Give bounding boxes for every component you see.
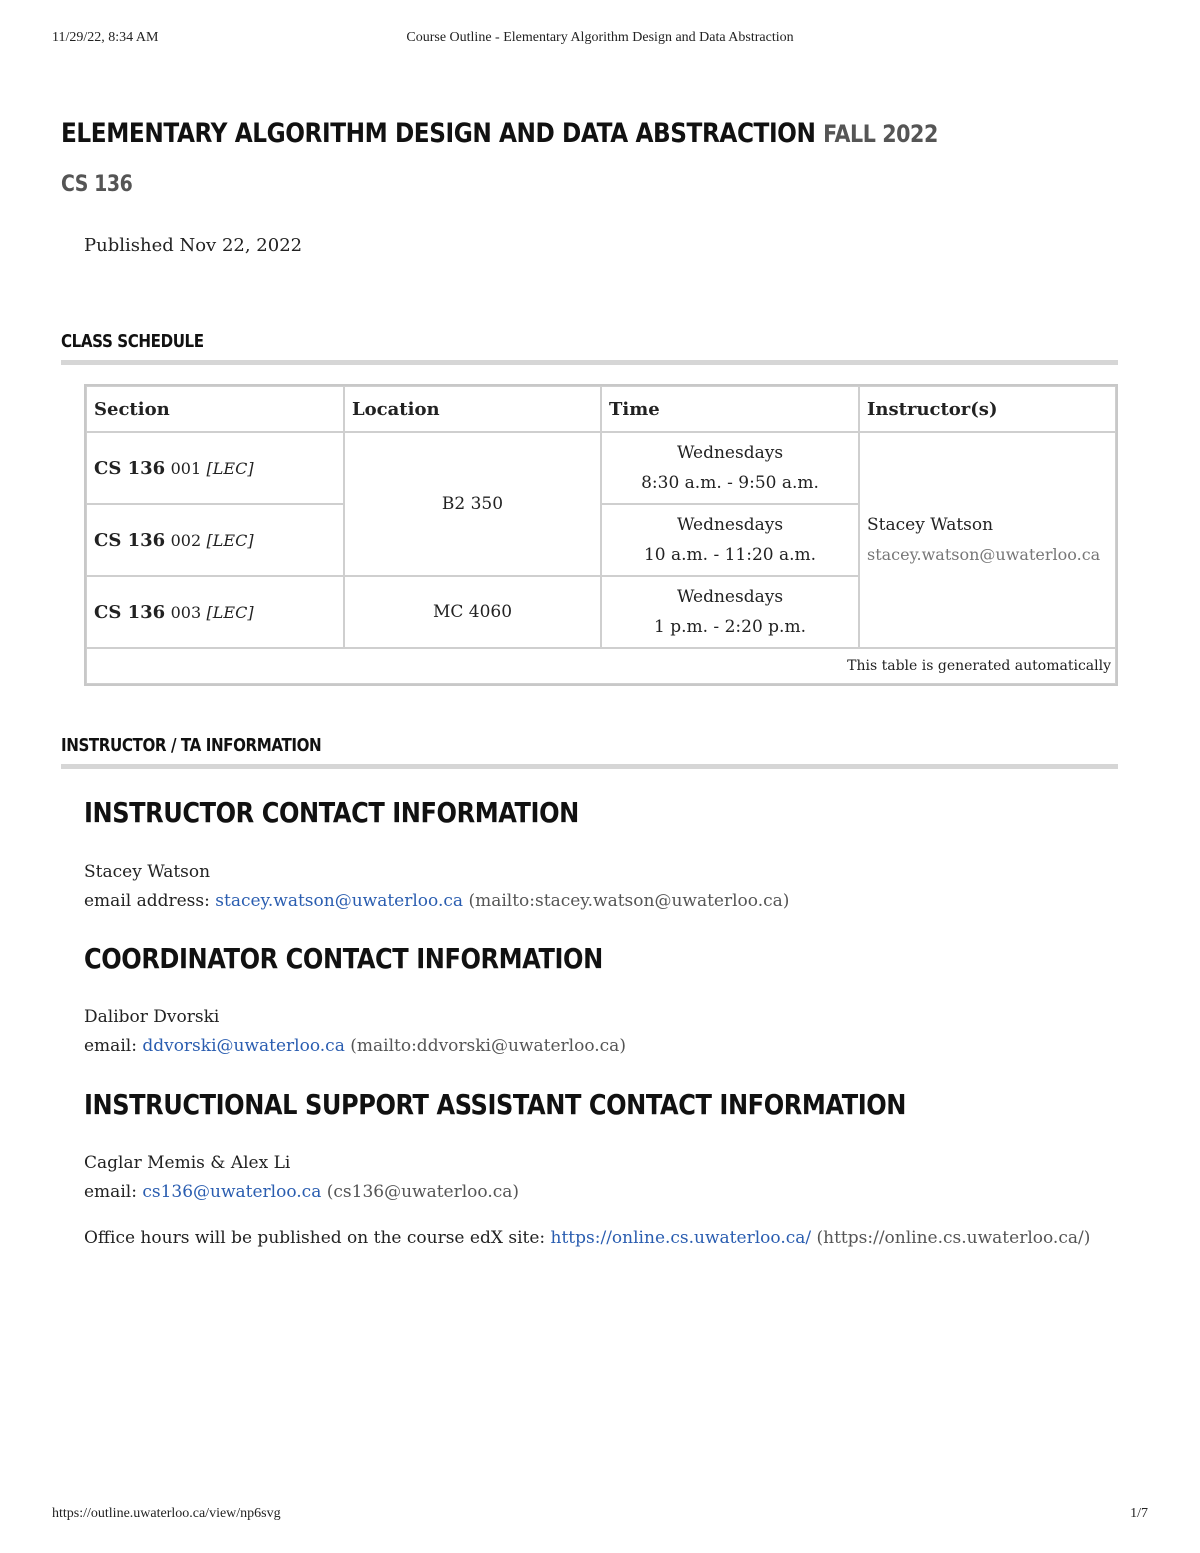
course-title — [61, 118, 938, 149]
isa-email-url: (cs136@uwaterloo.ca) — [326, 1182, 520, 1202]
course-code: CS 136 — [61, 172, 133, 197]
instructor-ta-heading: INSTRUCTOR / TA INFORMATION — [61, 735, 322, 756]
table-generated-note: This table is generated automatically — [86, 648, 1116, 684]
office-hours-text: Office hours will be published on the course edX site: — [84, 1228, 546, 1248]
print-datetime: 11/29/22, 8:34 AM — [52, 30, 159, 45]
office-hours-line — [84, 1224, 1090, 1253]
column-header-instructors: Instructor(s) — [859, 386, 1116, 432]
print-header — [52, 30, 1148, 50]
instructor-email-line: email address: stacey.watson@uwaterloo.ca (mailto:stacey.watson@uwaterloo.ca) — [84, 891, 790, 911]
coordinator-email-url: (mailto:ddvorski@uwaterloo.ca) — [350, 1036, 626, 1056]
instructor-cell — [859, 432, 1116, 648]
instructor-email-link[interactable]: stacey.watson@uwaterloo.ca — [215, 891, 464, 911]
isa-email-link[interactable]: cs136@uwaterloo.ca — [142, 1182, 322, 1202]
time-cell: Wednesdays 8:30 a.m. - 9:50 a.m. — [601, 432, 859, 504]
table-header-row — [86, 386, 1116, 432]
instructor-email-url: (mailto:stacey.watson@uwaterloo.ca) — [468, 891, 790, 911]
coordinator-name: Dalibor Dvorski — [84, 1007, 220, 1027]
location-cell: MC 4060 — [344, 576, 601, 648]
section-cell: CS 136 003 [LEC] — [86, 576, 344, 648]
instructor-contact-name: Stacey Watson — [84, 862, 211, 882]
class-schedule-heading: CLASS SCHEDULE — [61, 331, 204, 352]
isa-contact-heading: INSTRUCTIONAL SUPPORT ASSISTANT CONTACT INFORMATION — [84, 1088, 906, 1121]
print-url: https://outline.uwaterloo.ca/view/np6svg — [52, 1506, 281, 1521]
time-cell: Wednesdays 1 p.m. - 2:20 p.m. — [601, 576, 859, 648]
section-divider — [61, 764, 1118, 769]
section-cell: CS 136 002 [LEC] — [86, 504, 344, 576]
table-row — [86, 432, 1116, 504]
edx-site-link[interactable]: https://online.cs.uwaterloo.ca/ — [550, 1228, 812, 1248]
print-page-number: 1/7 — [1130, 1506, 1148, 1521]
coordinator-contact-heading: COORDINATOR CONTACT INFORMATION — [84, 942, 603, 975]
print-page-title: Course Outline - Elementary Algorithm Design and Data Abstraction — [406, 30, 794, 45]
section-divider — [61, 360, 1118, 365]
class-schedule-table — [84, 384, 1118, 686]
print-footer — [52, 1506, 1148, 1526]
column-header-time: Time — [601, 386, 859, 432]
course-title-text: ELEMENTARY ALGORITHM DESIGN AND DATA ABSTRACTION — [61, 118, 816, 149]
instructor-contact-block — [84, 858, 789, 916]
isa-contact-block — [84, 1149, 519, 1207]
instructor-contact-heading: INSTRUCTOR CONTACT INFORMATION — [84, 796, 579, 829]
isa-names: Caglar Memis & Alex Li — [84, 1153, 291, 1173]
table-footer-row — [86, 648, 1116, 684]
isa-email-line: email: cs136@uwaterloo.ca (cs136@uwaterloo.ca) — [84, 1182, 520, 1202]
course-term: FALL 2022 — [823, 120, 938, 148]
coordinator-contact-block — [84, 1003, 626, 1061]
edx-site-url: (https://online.cs.uwaterloo.ca/) — [816, 1228, 1091, 1248]
column-header-section: Section — [86, 386, 344, 432]
published-date: Published Nov 22, 2022 — [84, 235, 303, 256]
coordinator-email-link[interactable]: ddvorski@uwaterloo.ca — [142, 1036, 345, 1056]
coordinator-email-line: email: ddvorski@uwaterloo.ca (mailto:ddvorski@uwaterloo.ca) — [84, 1036, 626, 1056]
instructor-email: stacey.watson@uwaterloo.ca — [867, 545, 1101, 564]
section-cell: CS 136 001 [LEC] — [86, 432, 344, 504]
instructor-name: Stacey Watson — [867, 515, 994, 535]
location-cell: B2 350 — [344, 432, 601, 576]
column-header-location: Location — [344, 386, 601, 432]
time-cell: Wednesdays 10 a.m. - 11:20 a.m. — [601, 504, 859, 576]
